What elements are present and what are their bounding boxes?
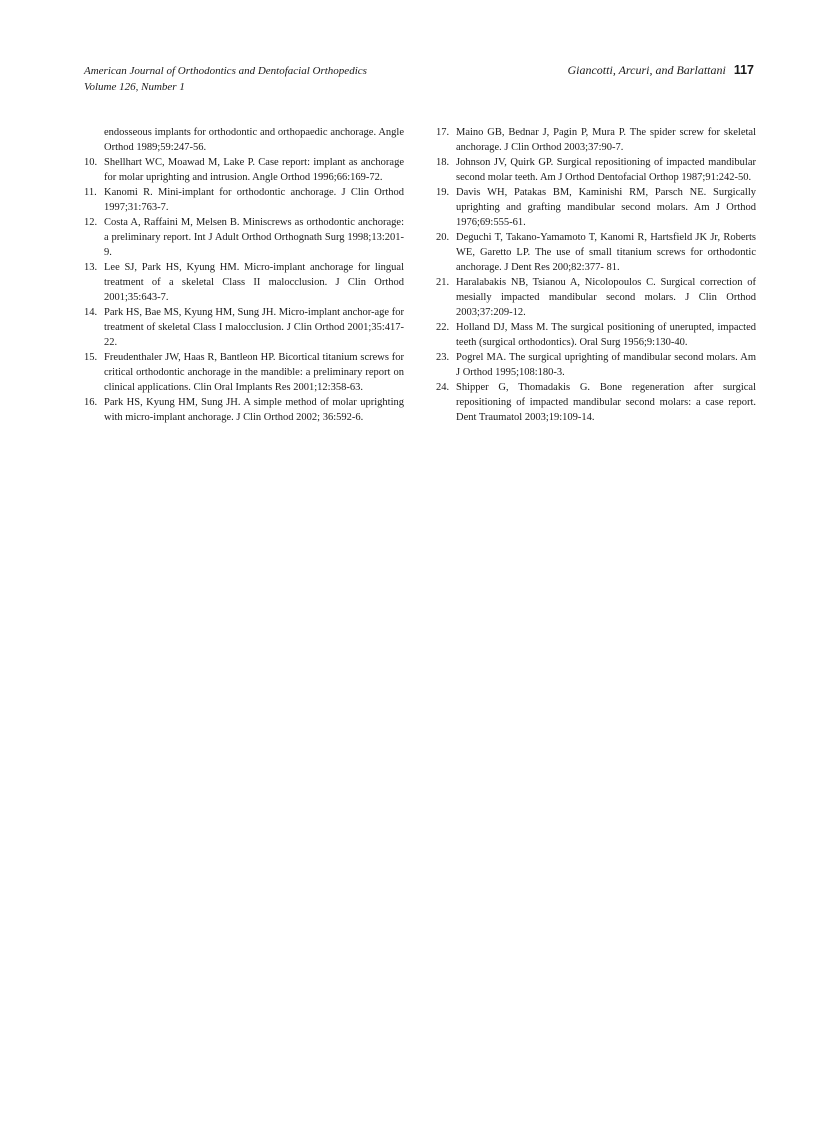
reference-item: [84, 395, 404, 425]
reference-number: 22.: [436, 322, 450, 333]
reference-number: 15.: [84, 352, 98, 363]
reference-number: 19.: [436, 187, 450, 198]
reference-text: Davis WH, Patakas BM, Kaminishi RM, Parsch NE. Surgically uprighting and grafting mandibular second molars. Am J Orthod 1976;69:555-61.: [456, 187, 756, 228]
running-header-authors: [567, 62, 754, 79]
reference-text: Johnson JV, Quirk GP. Surgical repositioning of impacted mandibular second molar teeth. Am J Orthod Dentofacial Orthop 1987;91:242-50.: [456, 157, 756, 183]
reference-item: [436, 185, 756, 230]
authors: Giancotti, Arcuri, and Barlattani: [567, 63, 726, 77]
reference-text: Pogrel MA. The surgical uprighting of mandibular second molars. Am J Orthod 1995;108:180-3.: [456, 352, 756, 378]
reference-list-right: [436, 125, 756, 425]
reference-text: Maino GB, Bednar J, Pagin P, Mura P. The spider screw for skeletal anchorage. J Clin Orthod 2003;37:90-7.: [456, 127, 756, 153]
reference-text: Kanomi R. Mini-implant for orthodontic anchorage. J Clin Orthod 1997;31:763-7.: [104, 187, 404, 213]
reference-number: 24.: [436, 382, 450, 393]
running-header-journal: [84, 63, 367, 95]
reference-continuation: [84, 125, 404, 155]
reference-item: [84, 350, 404, 395]
reference-text: Holland DJ, Mass M. The surgical positioning of unerupted, impacted teeth (surgical orthodontics). Oral Surg 1956;9:130-40.: [456, 322, 756, 348]
reference-number: 21.: [436, 277, 450, 288]
reference-number: 23.: [436, 352, 450, 363]
reference-item: [436, 380, 756, 425]
reference-item: [436, 230, 756, 275]
reference-number: 17.: [436, 127, 450, 138]
reference-number: 12.: [84, 217, 98, 228]
reference-text: Park HS, Kyung HM, Sung JH. A simple method of molar uprighting with micro-implant anchorage. J Clin Orthod 2002; 36:592-6.: [104, 397, 404, 423]
reference-text: Haralabakis NB, Tsianou A, Nicolopoulos C. Surgical correction of mesially impacted mandibular second molars. J Clin Orthod 2003;37:209-12.: [456, 277, 756, 318]
reference-number: 13.: [84, 262, 98, 273]
page-number: 117: [733, 63, 754, 77]
reference-number: 10.: [84, 157, 98, 168]
reference-item: [436, 155, 756, 185]
reference-text: Shipper G, Thomadakis G. Bone regeneration after surgical repositioning of impacted mandibular second molars: a case report. Dent Traumatol 2003;19:109-14.: [456, 382, 756, 423]
reference-item: [84, 260, 404, 305]
reference-text: Lee SJ, Park HS, Kyung HM. Micro-implant anchorage for lingual treatment of a skeletal Class II malocclusion. J Clin Orthod 2001;35:643-7.: [104, 262, 404, 303]
reference-number: 14.: [84, 307, 98, 318]
journal-title: American Journal of Orthodontics and Dentofacial Orthopedics: [84, 65, 367, 77]
reference-item: [84, 185, 404, 215]
reference-item: [84, 305, 404, 350]
reference-item: [84, 155, 404, 185]
reference-item: [436, 350, 756, 380]
reference-item: [436, 320, 756, 350]
reference-item: [84, 215, 404, 260]
reference-text: endosseous implants for orthodontic and orthopaedic anchorage. Angle Orthod 1989;59:247-56.: [104, 127, 404, 153]
reference-item: [436, 275, 756, 320]
reference-text: Costa A, Raffaini M, Melsen B. Miniscrews as orthodontic anchorage: a preliminary report. Int J Adult Orthod Orthognath Surg 1998;13:201-9.: [104, 217, 404, 258]
reference-text: Shellhart WC, Moawad M, Lake P. Case report: implant as anchorage for molar uprighting and intrusion. Angle Orthod 1996;66:169-72.: [104, 157, 404, 183]
reference-number: 20.: [436, 232, 450, 243]
reference-number: 18.: [436, 157, 450, 168]
journal-volume: Volume 126, Number 1: [84, 81, 185, 93]
reference-text: Deguchi T, Takano-Yamamoto T, Kanomi R, Hartsfield JK Jr, Roberts WE, Garetto LP. The use of small titanium screws for orthodontic anchorage. J Dent Res 200;82:377- 81.: [456, 232, 756, 273]
reference-number: 11.: [84, 187, 97, 198]
reference-text: Freudenthaler JW, Haas R, Bantleon HP. Bicortical titanium screws for critical orthodontic anchorage in the mandible: a preliminary report on clinical applications. Clin Oral Implants Res 2001;12:358-63.: [104, 352, 404, 393]
reference-number: 16.: [84, 397, 98, 408]
reference-list-left: [84, 125, 404, 425]
reference-text: Park HS, Bae MS, Kyung HM, Sung JH. Micro-implant anchor-age for treatment of skeletal Class I malocclusion. J Clin Orthod 2001;35:417-22.: [104, 307, 404, 348]
reference-item: [436, 125, 756, 155]
